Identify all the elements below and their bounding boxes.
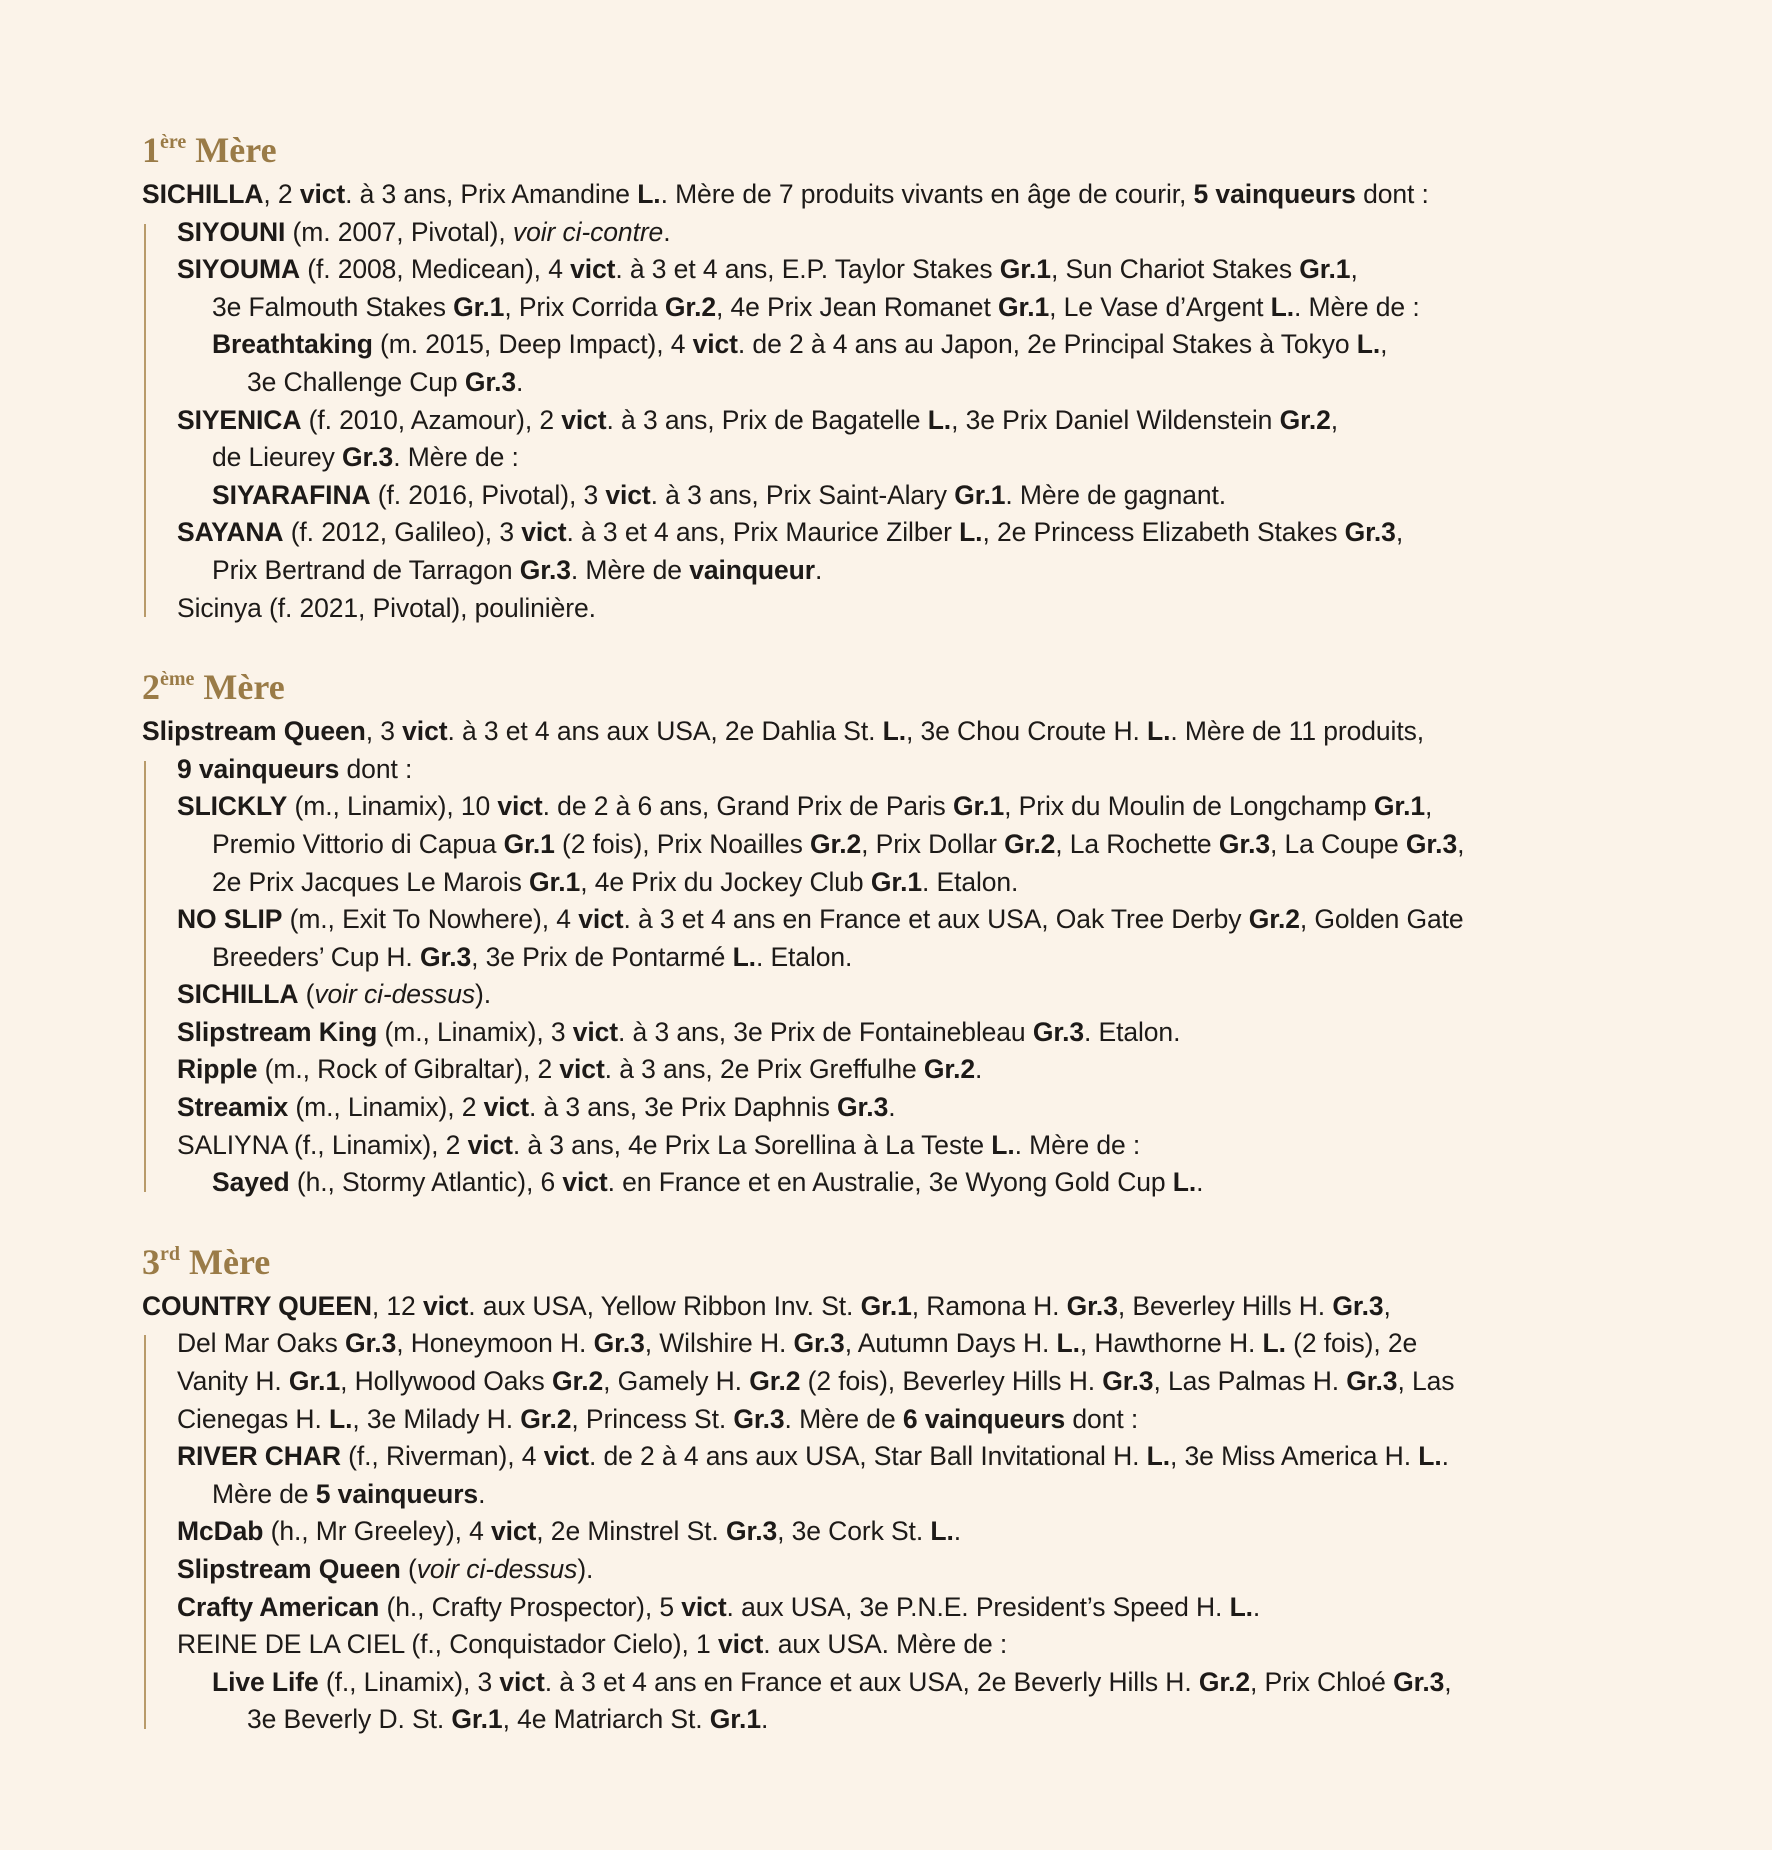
bold-text: L.: [1146, 1441, 1170, 1472]
bold-text: Gr.1: [1373, 791, 1425, 822]
produce-line: [177, 251, 1742, 289]
text-run: ,: [1380, 329, 1388, 360]
text-run: (: [400, 1554, 417, 1584]
text-run: (h., Crafty Prospector), 5: [379, 1591, 682, 1622]
heading-number: 1: [142, 130, 160, 170]
text-run: ).: [577, 1554, 594, 1584]
text-run: (2 fois), Beverley Hills H.: [800, 1366, 1103, 1397]
bold-text: L.: [1172, 1167, 1197, 1198]
text-run: . Mère de :: [1014, 1129, 1141, 1160]
heading-superscript: rd: [160, 1242, 180, 1265]
text-run: . Mère de gagnant.: [1005, 479, 1227, 510]
text-run: 3e Falmouth Stakes: [212, 291, 454, 322]
produce-line: [177, 901, 1742, 939]
bold-text: vict: [543, 1441, 589, 1472]
indented-block: [142, 1325, 1742, 1739]
bold-text: Gr.3: [593, 1328, 645, 1359]
bold-text: Gr.2: [1248, 904, 1300, 935]
bold-text: Gr.1: [860, 1290, 912, 1321]
text-run: . de 2 à 4 ans au Japon, 2e Principal Stakes à Tokyo: [737, 329, 1357, 360]
bold-text: Gr.3: [1218, 828, 1270, 859]
bold-text: Gr.3: [725, 1516, 778, 1547]
bold-text: COUNTRY QUEEN: [142, 1290, 372, 1321]
text-run: , La Rochette: [1055, 828, 1219, 859]
text-run: , 3e Chou Croute H.: [905, 716, 1148, 747]
bold-text: Gr.3: [519, 554, 571, 585]
text-run: (f., Linamix), 3: [318, 1666, 500, 1697]
bold-text: McDab: [177, 1516, 264, 1547]
produce-line: [177, 864, 1742, 902]
text-run: Mère de: [212, 1478, 316, 1509]
bold-text: SIYENICA: [177, 404, 302, 435]
bold-text: vict: [422, 1290, 469, 1321]
text-run: . à 3 et 4 ans aux USA, 2e Dahlia St.: [447, 716, 883, 747]
text-run: , La Coupe: [1270, 828, 1406, 859]
text-run: dont :: [339, 753, 413, 784]
text-run: . Etalon.: [755, 941, 853, 972]
bold-text: Gr.3: [733, 1403, 785, 1434]
text-run: 2e Prix Jacques Le Marois: [212, 866, 530, 897]
text-run: , 3e Milady H.: [352, 1403, 521, 1434]
text-run: , 12: [371, 1290, 423, 1321]
bold-text: RIVER CHAR: [177, 1441, 341, 1472]
bold-text: Gr.1: [529, 866, 581, 897]
text-run: (: [298, 979, 315, 1010]
produce-line: [177, 1363, 1742, 1401]
bold-text: Sayed: [212, 1167, 290, 1198]
heading-superscript: ère: [160, 131, 187, 153]
text-run: (m., Linamix), 10: [287, 791, 498, 822]
bold-text: L.: [991, 1129, 1015, 1160]
produce-line: [177, 1551, 1742, 1589]
bold-text: vict: [717, 1629, 764, 1660]
bold-text: vict: [570, 254, 616, 285]
text-run: .: [478, 1478, 486, 1509]
bold-text: SIYOUNI: [177, 216, 286, 247]
bold-text: Gr.2: [923, 1054, 976, 1085]
bold-text: Gr.1: [288, 1366, 341, 1397]
section-heading: [142, 657, 1742, 709]
bold-text: Gr.3: [345, 1328, 397, 1359]
bold-text: vict: [562, 1167, 608, 1198]
text-run: , 4e Prix du Jockey Club: [580, 866, 871, 897]
lead-line: [142, 713, 1742, 751]
produce-line: [177, 939, 1742, 977]
dam-section-3: [142, 1232, 1742, 1739]
text-run: . Etalon.: [921, 866, 1019, 897]
produce-line: [177, 826, 1742, 864]
text-run: .: [516, 366, 524, 397]
text-run: (f. 2008, Medicean), 4: [299, 254, 571, 285]
bold-text: SLICKLY: [177, 791, 288, 822]
text-run: , Prix Corrida: [504, 291, 665, 322]
text-run: , Wilshire H.: [644, 1328, 794, 1359]
bold-text: L.: [1270, 291, 1295, 322]
text-run: .: [975, 1054, 983, 1085]
produce-line: [177, 1325, 1742, 1363]
bold-text: Breathtaking: [212, 329, 373, 360]
bold-text: vict: [483, 1092, 529, 1123]
produce-line: [177, 439, 1742, 477]
bold-text: SICHILLA: [177, 979, 299, 1010]
produce-line: [177, 1051, 1742, 1089]
text-run: , Beverley Hills H.: [1117, 1290, 1333, 1321]
bold-text: L.: [882, 716, 906, 747]
text-run: .: [814, 554, 823, 585]
bold-text: 5 vainqueurs: [1193, 179, 1356, 209]
dam-section-1: [142, 120, 1742, 627]
bold-text: Gr.2: [1279, 404, 1331, 435]
produce-line: [177, 1014, 1742, 1052]
text-run: , Honeymoon H.: [396, 1328, 594, 1359]
bold-text: L.: [1356, 329, 1381, 360]
bold-text: Gr.1: [870, 866, 922, 897]
text-run: . en France et en Australie, 3e Wyong Gold Cup: [607, 1167, 1173, 1198]
text-run: . Mère de :: [1294, 291, 1420, 322]
text-run: de Lieurey: [212, 442, 343, 473]
text-run: (m., Exit To Nowhere), 4: [282, 904, 579, 935]
bold-text: Gr.3: [837, 1092, 889, 1123]
text-run: , Gamely H.: [603, 1366, 750, 1397]
text-run: , Autumn Days H.: [844, 1328, 1057, 1359]
bold-text: Gr.1: [503, 828, 555, 859]
bold-text: Gr.1: [709, 1704, 761, 1735]
produce-line: [177, 1438, 1742, 1476]
produce-line: [177, 751, 1742, 789]
text-run: (f. 2016, Pivotal), 3: [370, 479, 606, 510]
text-run: (m. 2015, Deep Impact), 4: [372, 329, 693, 360]
bold-text: Slipstream Queen: [142, 716, 366, 747]
produce-line: [177, 1401, 1742, 1439]
text-run: , 2e Princess Elizabeth Stakes: [982, 517, 1345, 548]
text-run: . Mère de: [784, 1403, 903, 1434]
text-run: (f. 2012, Galileo), 3: [283, 517, 522, 548]
bold-text: Gr.3: [464, 366, 516, 397]
text-run: (f. 2010, Azamour), 2: [301, 404, 562, 435]
text-run: . de 2 à 4 ans aux USA, Star Ball Invitational H.: [588, 1441, 1147, 1472]
text-run: . Etalon.: [1084, 1016, 1181, 1047]
italic-text: voir ci-dessus: [314, 979, 475, 1010]
bold-text: Gr.1: [954, 479, 1006, 510]
text-run: .: [1441, 1441, 1449, 1472]
bold-text: vict: [692, 329, 738, 360]
bold-text: Gr.2: [1004, 828, 1056, 859]
text-run: (2 fois), Prix Noailles: [554, 828, 810, 859]
heading-word: Mère: [186, 130, 277, 170]
bold-text: L.: [1418, 1441, 1442, 1472]
bold-text: L.: [1147, 716, 1171, 747]
text-run: , 4e Prix Jean Romanet: [715, 291, 998, 322]
text-run: , 3: [365, 716, 403, 747]
text-run: ,: [1383, 1290, 1391, 1321]
heading-number: 3: [142, 1241, 160, 1282]
bold-text: Gr.1: [453, 291, 505, 322]
bold-text: vict: [467, 1129, 513, 1160]
produce-line: [177, 1701, 1742, 1739]
bold-text: NO SLIP: [177, 904, 283, 935]
text-run: . à 3 et 4 ans en France et aux USA, Oak Tree Derby: [623, 904, 1249, 935]
bold-text: Gr.1: [952, 791, 1005, 822]
bold-text: vict: [402, 716, 448, 747]
produce-line: [177, 1626, 1742, 1664]
text-run: , 2e Minstrel St.: [536, 1516, 726, 1547]
bold-text: L.: [927, 404, 952, 435]
text-run: . Mère de 11 produits,: [1170, 716, 1424, 747]
bold-text: Gr.3: [1405, 828, 1458, 859]
text-run: 3e Beverly D. St.: [247, 1704, 452, 1735]
text-run: . à 3 et 4 ans en France et aux USA, 2e Beverly Hills H.: [544, 1666, 1199, 1697]
italic-text: voir ci-contre: [512, 216, 664, 247]
text-run: dont :: [1065, 1403, 1139, 1434]
section-heading: [142, 1232, 1742, 1284]
bold-text: L.: [930, 1516, 954, 1547]
produce-line: [177, 477, 1742, 515]
text-run: (2 fois), 2e: [1285, 1328, 1418, 1359]
bold-text: Gr.3: [1066, 1290, 1118, 1321]
bold-text: Slipstream Queen: [177, 1554, 401, 1584]
bold-text: L.: [1056, 1328, 1080, 1359]
bold-text: Gr.1: [997, 291, 1050, 322]
bold-text: Gr.2: [520, 1403, 572, 1434]
produce-line: [177, 976, 1742, 1014]
produce-line: [177, 1513, 1742, 1551]
bold-text: L.: [959, 517, 983, 548]
text-run: , 3e Cork St.: [777, 1516, 931, 1547]
heading-word: Mère: [194, 667, 285, 708]
text-run: (m., Linamix), 3: [377, 1016, 573, 1047]
text-run: , Las: [1397, 1366, 1455, 1397]
text-run: Del Mar Oaks: [177, 1328, 346, 1359]
text-run: Breeders’ Cup H.: [212, 941, 420, 972]
text-run: , Golden Gate: [1299, 904, 1464, 935]
text-run: , 2: [263, 179, 300, 209]
italic-text: voir ci-dessus: [416, 1554, 578, 1584]
bold-text: SAYANA: [177, 517, 284, 548]
text-run: dont :: [1355, 179, 1429, 209]
bold-text: Crafty American: [177, 1591, 380, 1622]
bold-text: vict: [491, 1516, 537, 1547]
text-run: . à 3 et 4 ans, E.P. Taylor Stakes: [615, 254, 1000, 285]
text-run: ).: [474, 979, 491, 1010]
bold-text: L.: [1262, 1328, 1286, 1359]
bold-text: vict: [499, 1666, 545, 1697]
text-run: .: [760, 1704, 769, 1735]
text-run: ,: [1425, 791, 1433, 822]
indented-block: [142, 751, 1742, 1202]
produce-line: [177, 1089, 1742, 1127]
bold-text: vainqueur: [689, 554, 815, 585]
text-run: . Mère de :: [393, 442, 519, 473]
bold-text: SICHILLA: [142, 179, 264, 209]
text-run: (h., Mr Greeley), 4: [263, 1516, 492, 1547]
text-run: (m., Rock of Gibraltar), 2: [257, 1054, 560, 1085]
produce-line: [177, 1127, 1742, 1165]
heading-number: 2: [142, 667, 160, 708]
text-run: ,: [1330, 404, 1339, 435]
bold-text: vict: [521, 517, 567, 548]
bold-text: Gr.3: [1393, 1666, 1445, 1697]
bold-text: vict: [299, 179, 346, 209]
text-run: . à 3 ans, 4e Prix La Sorellina à La Teste: [512, 1129, 992, 1160]
text-run: .: [888, 1092, 896, 1123]
text-run: . à 3 ans, Prix de Bagatelle: [606, 404, 928, 435]
text-run: SALIYNA (f., Linamix), 2: [177, 1129, 468, 1160]
produce-line: [177, 364, 1742, 402]
text-run: . à 3 ans, Prix Amandine: [345, 179, 638, 209]
text-run: (f., Riverman), 4: [340, 1441, 544, 1472]
text-run: 3e Challenge Cup: [247, 366, 465, 397]
text-run: . aux USA. Mère de :: [763, 1629, 1008, 1660]
produce-line: [177, 214, 1742, 252]
text-run: .: [663, 216, 671, 247]
text-run: ,: [1395, 517, 1404, 548]
bold-text: L.: [329, 1403, 353, 1434]
bold-text: Gr.1: [1299, 254, 1351, 285]
bold-text: 5 vainqueurs: [315, 1478, 479, 1509]
bold-text: SIYOUMA: [177, 254, 300, 285]
text-run: Cienegas H.: [177, 1403, 329, 1434]
produce-line: [177, 326, 1742, 364]
bold-text: Slipstream King: [177, 1016, 378, 1047]
text-run: Sicinya (f. 2021, Pivotal), poulinière.: [177, 592, 596, 623]
text-run: (h., Stormy Atlantic), 6: [289, 1167, 563, 1198]
text-run: , 3e Prix de Pontarmé: [471, 941, 733, 972]
text-run: Prix Bertrand de Tarragon: [212, 554, 520, 585]
text-run: , Prix Dollar: [861, 828, 1005, 859]
text-run: . à 3 ans, Prix Saint-Alary: [650, 479, 955, 510]
bold-text: Gr.1: [451, 1704, 503, 1735]
bold-text: 6 vainqueurs: [902, 1403, 1066, 1434]
text-run: Vanity H.: [177, 1366, 289, 1397]
text-run: . aux USA, 3e P.N.E. President’s Speed H.: [726, 1591, 1230, 1622]
produce-line: [177, 1476, 1742, 1514]
text-run: . à 3 ans, 2e Prix Greffulhe: [604, 1054, 924, 1085]
bold-text: vict: [605, 479, 651, 510]
bold-text: vict: [497, 791, 543, 822]
bold-text: 9 vainqueurs: [177, 753, 340, 784]
text-run: .: [1252, 1591, 1261, 1622]
lead-line: [142, 1288, 1742, 1326]
produce-line: [177, 1664, 1742, 1702]
section-heading: [142, 120, 1742, 172]
text-run: , 3e Prix Daniel Wildenstein: [951, 404, 1280, 435]
dam-section-2: [142, 657, 1742, 1202]
bold-text: Gr.3: [1102, 1366, 1154, 1397]
text-run: . à 3 et 4 ans, Prix Maurice Zilber: [566, 517, 960, 548]
text-run: . de 2 à 6 ans, Grand Prix de Paris: [542, 791, 953, 822]
heading-superscript: ème: [160, 668, 195, 691]
text-run: (m. 2007, Pivotal),: [285, 216, 513, 247]
produce-line: [177, 289, 1742, 327]
bold-text: vict: [559, 1054, 605, 1085]
produce-line: [177, 402, 1742, 440]
text-run: . à 3 ans, 3e Prix Daphnis: [528, 1092, 838, 1123]
bold-text: Gr.3: [342, 442, 394, 473]
bold-text: Gr.3: [1032, 1016, 1084, 1047]
text-run: , Las Palmas H.: [1153, 1366, 1347, 1397]
text-run: ,: [1350, 254, 1358, 285]
bold-text: Gr.3: [1346, 1366, 1398, 1397]
text-run: , Prix du Moulin de Longchamp: [1004, 791, 1374, 822]
text-run: Premio Vittorio di Capua: [212, 828, 504, 859]
text-run: . Mère de 7 produits vivants en âge de courir,: [660, 179, 1194, 209]
bold-text: vict: [578, 904, 624, 935]
bold-text: Gr.3: [1332, 1290, 1384, 1321]
text-run: , Princess St.: [571, 1403, 734, 1434]
bold-text: Gr.2: [551, 1366, 604, 1397]
produce-line: [177, 788, 1742, 826]
bold-text: Gr.2: [749, 1366, 801, 1397]
heading-word: Mère: [180, 1241, 271, 1282]
bold-text: SIYARAFINA: [212, 479, 371, 510]
text-run: , Prix Chloé: [1250, 1666, 1394, 1697]
text-run: ,: [1444, 1666, 1452, 1697]
text-run: , Hawthorne H.: [1079, 1328, 1263, 1359]
text-run: , Le Vase d’Argent: [1049, 291, 1271, 322]
text-run: , Hollywood Oaks: [340, 1366, 552, 1397]
bold-text: Gr.3: [1344, 517, 1396, 548]
text-run: REINE DE LA CIEL (f., Conquistador Cielo), 1: [177, 1629, 718, 1660]
text-run: (m., Linamix), 2: [288, 1092, 484, 1123]
text-run: .: [1196, 1167, 1204, 1198]
text-run: , 4e Matriarch St.: [502, 1704, 710, 1735]
text-run: .: [953, 1516, 961, 1547]
indented-block: [142, 214, 1742, 628]
produce-line: [177, 590, 1742, 628]
bold-text: vict: [572, 1016, 619, 1047]
text-run: , Ramona H.: [911, 1290, 1067, 1321]
bold-text: Gr.3: [793, 1328, 845, 1359]
text-run: ,: [1457, 828, 1465, 859]
bold-text: Gr.3: [419, 941, 472, 972]
bold-text: Ripple: [177, 1054, 258, 1085]
produce-line: [177, 1164, 1742, 1202]
bold-text: Gr.2: [809, 828, 862, 859]
text-run: . à 3 ans, 3e Prix de Fontainebleau: [618, 1016, 1033, 1047]
text-run: , 3e Miss America H.: [1170, 1441, 1419, 1472]
bold-text: vict: [561, 404, 607, 435]
bold-text: Streamix: [177, 1092, 289, 1123]
bold-text: L.: [732, 941, 756, 972]
produce-line: [177, 552, 1742, 590]
text-run: . Mère de: [570, 554, 690, 585]
produce-line: [177, 1589, 1742, 1627]
produce-line: [177, 514, 1742, 552]
lead-line: [142, 176, 1742, 214]
pedigree-document: [142, 120, 1742, 1769]
text-run: . aux USA, Yellow Ribbon Inv. St.: [468, 1290, 861, 1321]
bold-text: Live Life: [212, 1666, 319, 1697]
bold-text: vict: [681, 1591, 727, 1622]
bold-text: Gr.2: [1198, 1666, 1251, 1697]
bold-text: L.: [637, 179, 661, 209]
bold-text: L.: [1229, 1591, 1253, 1622]
bold-text: Gr.2: [664, 291, 716, 322]
text-run: , Sun Chariot Stakes: [1050, 254, 1300, 285]
bold-text: Gr.1: [999, 254, 1051, 285]
